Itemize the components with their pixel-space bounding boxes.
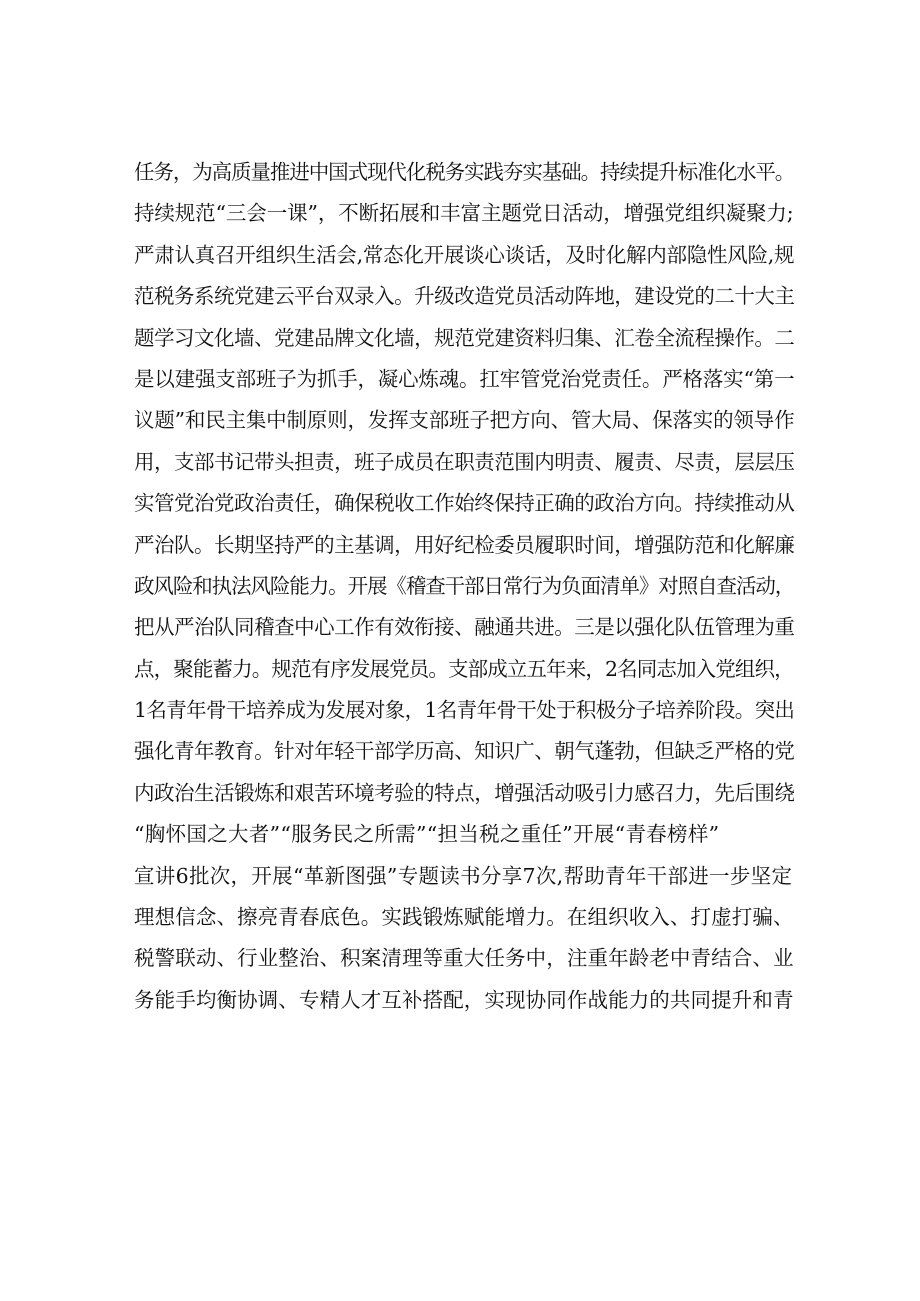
text-line: 严肃认真召开组织生活会,常态化开展谈心谈话，及时化解内部隐性风险,规 [134,242,795,267]
text-line: 议题”和民主集中制原则，发挥支部班子把方向、管大局、保落实的领导作 [134,408,795,433]
text-line: 把从严治队同稽查中心工作有效衔接、融通共进。三是以强化队伍管理为重 [134,615,795,640]
text-line: 政风险和执法风险能力。开展《稽查干部日常行为负面清单》对照自查活动， [134,573,795,598]
body-paragraph [134,152,794,1021]
text-line: 实管党治党政治责任，确保税收工作始终保持正确的政治方向。持续推动从 [134,491,795,516]
text-line: 持续规范“三会一课”，不断拓展和丰富主题党日活动，增强党组织凝聚力; [134,201,794,226]
text-line: 宣讲6批次，开展“革新图强”专题读书分享7次,帮助青年干部进一步坚定 [134,863,793,888]
text-line: 任务，为高质量推进中国式现代化税务实践夯实基础。持续提升标准化水平。 [134,160,795,184]
text-line: 用，支部书记带头担责，班子成员在职责范围内明责、履责、尽责，层层压 [134,449,795,474]
text-line: 1名青年骨干培养成为发展对象，1名青年骨干处于积极分子培养阶段。突出 [134,698,795,723]
text-line: 务能手均衡协调、专精人才互补搭配，实现协同作战能力的共同提升和青 [134,987,794,1012]
text-line: 范税务系统党建云平台双录入。升级改造党员活动阵地，建设党的二十大主 [134,284,795,309]
text-line: 严治队。长期坚持严的主基调，用好纪检委员履职时间，增强防范和化解廉 [134,532,795,557]
text-line: “胸怀国之大者”“服务民之所需”“担当税之重任”开展“青春榜样” [134,822,720,847]
text-line: 理想信念、擦亮青春底色。实践锻炼赋能增力。在组织收入、打虚打骗、 [134,905,794,930]
text-line: 题学习文化墙、党建品牌文化墙，规范党建资料归集、汇卷全流程操作。二 [134,325,795,350]
text-line: 内政治生活锻炼和艰苦环境考验的特点，增强活动吸引力感召力，先后围绕 [134,780,795,805]
text-line: 点，聚能蓄力。规范有序发展党员。支部成立五年来，2名同志加入党组织， [134,656,794,681]
text-line: 税警联动、行业整治、积案清理等重大任务中，注重年龄老中青结合、业 [134,946,794,971]
text-line: 强化青年教育。针对年轻干部学历高、知识广、朝气蓬勃，但缺乏严格的党 [134,739,795,764]
text-line: 是以建强支部班子为抓手，凝心炼魂。扛牢管党治党责任。严格落实“第一 [134,366,795,391]
